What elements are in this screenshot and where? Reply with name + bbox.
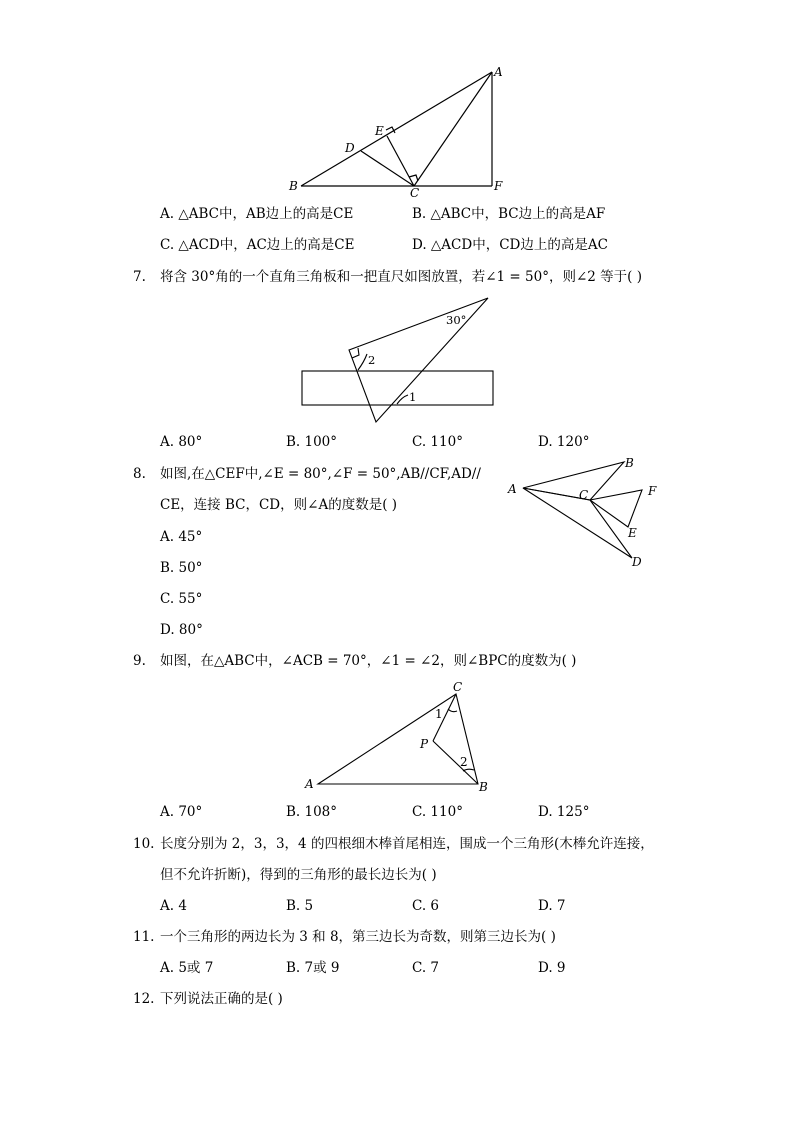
q6-option-b[interactable]: B. △ABC中，BC边上的高是AF [412, 206, 606, 222]
q6-label-C: C [410, 186, 420, 200]
q9-option-c[interactable]: C. 110° [412, 804, 463, 820]
q12-stem: 下列说法正确的是( ) [160, 991, 283, 1007]
q7-option-c[interactable]: C. 110° [412, 434, 463, 450]
q7-angle-1: 1 [409, 390, 417, 404]
q7-angle-30: 30° [446, 313, 467, 327]
q8-stem-line1: 如图,在△CEF中,∠E = 80°,∠F = 50°,AB//CF,AD// [160, 466, 481, 482]
q8-option-a[interactable]: A. 45° [160, 529, 203, 545]
q6-option-d[interactable]: D. △ACD中，CD边上的高是AC [412, 237, 608, 253]
q8-option-c[interactable]: C. 55° [160, 591, 203, 607]
q7-figure [295, 292, 500, 427]
q6-label-D: D [345, 141, 355, 155]
q6-figure [280, 60, 520, 200]
q10-option-d[interactable]: D. 7 [538, 898, 566, 914]
q10-option-b[interactable]: B. 5 [286, 898, 314, 914]
q8-option-b[interactable]: B. 50° [160, 560, 203, 576]
q9-figure [300, 676, 500, 796]
q12-number: 12. [133, 991, 155, 1007]
q7-stem: 将含 30°角的一个直角三角板和一把直尺如图放置，若∠1 = 50°，则∠2 等于( ) [160, 269, 642, 285]
q10-option-c[interactable]: C. 6 [412, 898, 440, 914]
q9-label-B: B [479, 780, 488, 794]
q6-label-A: A [494, 65, 503, 79]
q9-angle-2: 2 [460, 755, 468, 769]
q8-stem-line2: CE，连接 BC，CD，则∠A的度数是( ) [160, 497, 398, 513]
q6-option-c[interactable]: C. △ACD中，AC边上的高是CE [160, 237, 355, 253]
q9-option-d[interactable]: D. 125° [538, 804, 590, 820]
q9-label-P: P [420, 737, 429, 751]
q9-number: 9. [133, 653, 146, 669]
q11-stem: 一个三角形的两边长为 3 和 8，第三边长为奇数，则第三边长为( ) [160, 929, 556, 945]
q7-angle-2: 2 [368, 353, 376, 367]
q8-label-A: A [508, 482, 517, 496]
q8-label-B: B [625, 456, 634, 470]
q7-number: 7. [133, 269, 146, 285]
q11-number: 11. [133, 929, 155, 945]
q9-stem: 如图，在△ABC中，∠ACB = 70°，∠1 = ∠2，则∠BPC的度数为( ) [160, 653, 577, 669]
q8-label-D: D [632, 555, 642, 569]
q9-label-C: C [453, 680, 463, 694]
q6-label-F: F [494, 179, 503, 193]
q8-label-E: E [628, 526, 637, 540]
q6-label-B: B [289, 179, 298, 193]
q7-option-d[interactable]: D. 120° [538, 434, 590, 450]
q8-label-F: F [648, 484, 657, 498]
q10-stem-line1: 长度分别为 2，3，3，4 的四根细木棒首尾相连，围成一个三角形(木棒允许连接， [160, 836, 654, 852]
q7-option-b[interactable]: B. 100° [286, 434, 338, 450]
q11-option-b[interactable]: B. 7或 9 [286, 960, 340, 976]
q8-label-C: C [579, 488, 589, 502]
q9-option-b[interactable]: B. 108° [286, 804, 338, 820]
q11-option-a[interactable]: A. 5或 7 [160, 960, 214, 976]
q6-option-a[interactable]: A. △ABC中，AB边上的高是CE [160, 206, 354, 222]
q11-option-d[interactable]: D. 9 [538, 960, 566, 976]
q9-label-A: A [305, 777, 314, 791]
q6-label-E: E [375, 124, 384, 138]
q8-number: 8. [133, 466, 146, 482]
q9-angle-1: 1 [435, 707, 443, 721]
q8-option-d[interactable]: D. 80° [160, 622, 203, 638]
q10-option-a[interactable]: A. 4 [160, 898, 187, 914]
q9-option-a[interactable]: A. 70° [160, 804, 203, 820]
q10-stem-line2: 但不允许折断)，得到的三角形的最长边长为( ) [160, 867, 437, 883]
q7-option-a[interactable]: A. 80° [160, 434, 203, 450]
q10-number: 10. [133, 836, 155, 852]
q11-option-c[interactable]: C. 7 [412, 960, 440, 976]
q8-figure [505, 452, 670, 572]
